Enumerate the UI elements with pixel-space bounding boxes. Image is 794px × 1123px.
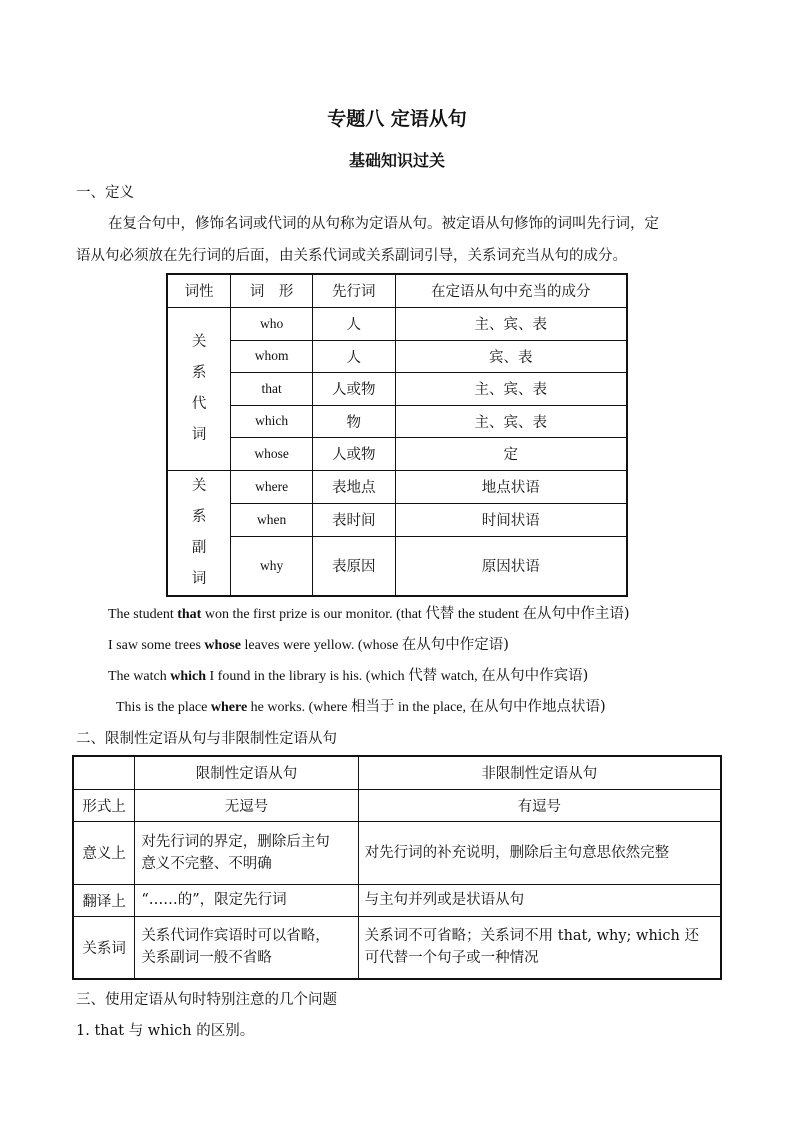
- table-row: [73, 821, 721, 884]
- role-cell: 原因状语: [395, 536, 627, 595]
- table1-header-form: 词 形: [231, 274, 313, 307]
- nonrestrictive-cell: 与主句并列或是状语从句: [358, 884, 721, 916]
- table1-header-antecedent: 先行词: [312, 274, 395, 307]
- antecedent-cell: 表时间: [312, 504, 395, 537]
- example-sentence-3: The watch which I found in the library is his. (which 代替 watch, 在从句中作宾语): [108, 668, 589, 684]
- example-sentence-1: The student that won the first prize is our monitor. (that 代替 the student 在从句中作主语): [108, 606, 630, 622]
- example-sentence-4: This is the place where he works. (where 相当于 in the place, 在从句中作地点状语): [116, 699, 606, 715]
- antecedent-cell: 物: [312, 405, 395, 437]
- word-cell: that: [231, 372, 313, 405]
- nonrestrictive-cell: 关系词不可省略；关系词不用 that, why; which 还 可代替一个句子或一种情况: [358, 916, 721, 979]
- antecedent-cell: 人或物: [312, 372, 395, 405]
- group-relative-adverb-label: 关系副词: [191, 477, 207, 587]
- section2-heading: 二、限制性定语从句与非限制性定语从句: [76, 731, 337, 747]
- table-row: [167, 437, 627, 470]
- antecedent-cell: 人: [312, 340, 395, 372]
- table-row: [167, 307, 627, 340]
- table1-header-row: [167, 274, 627, 307]
- group-relative-adverb: [167, 470, 231, 596]
- nonrestrictive-cell: 有逗号: [358, 789, 721, 821]
- table2-header-restrictive: 限制性定语从句: [135, 756, 358, 789]
- section3-item1: 1. that 与 which 的区别。: [76, 1023, 255, 1039]
- table-row: [167, 405, 627, 437]
- row-label: 关系词: [73, 916, 135, 979]
- role-cell: 宾、表: [395, 340, 627, 372]
- table2-header-nonrestrictive: 非限制性定语从句: [358, 756, 721, 789]
- restrictive-cell: “……的”，限定先行词: [135, 884, 358, 916]
- table-row: [167, 470, 627, 504]
- table-row: [73, 916, 721, 979]
- role-cell: 时间状语: [395, 504, 627, 537]
- table-row: [167, 536, 627, 595]
- table1-header-pos: 词性: [167, 274, 231, 307]
- table-row: [73, 789, 721, 821]
- row-label: 翻译上: [73, 884, 135, 916]
- table2-header-row: [73, 756, 721, 789]
- section3-heading: 三、使用定语从句时特别注意的几个问题: [76, 992, 337, 1008]
- word-cell: when: [231, 504, 313, 537]
- table-row: [167, 372, 627, 405]
- role-cell: 主、宾、表: [395, 372, 627, 405]
- section1-heading: 一、定义: [76, 185, 134, 201]
- group-relative-pronoun-label: 关系代词: [191, 333, 207, 443]
- row-label: 意义上: [73, 821, 135, 884]
- page-title: 专题八 定语从句: [327, 108, 467, 130]
- group-relative-pronoun: [167, 307, 231, 470]
- role-cell: 定: [395, 437, 627, 470]
- table-row: [167, 504, 627, 537]
- example-sentence-2: I saw some trees whose leaves were yellow. (whose 在从句中作定语): [108, 637, 509, 653]
- antecedent-cell: 表原因: [312, 536, 395, 595]
- restrictive-cell: 对先行词的界定，删除后主句 意义不完整、不明确: [135, 821, 358, 884]
- antecedent-cell: 人: [312, 307, 395, 340]
- word-cell: who: [231, 307, 313, 340]
- role-cell: 地点状语: [395, 470, 627, 504]
- restrictive-cell: 无逗号: [135, 789, 358, 821]
- table-row: [167, 340, 627, 372]
- row-label: 形式上: [73, 789, 135, 821]
- table2-header-blank: [73, 756, 135, 789]
- section1-paragraph-line1: 在复合句中，修饰名词或代词的从句称为定语从句。被定语从句修饰的词叫先行词，定: [108, 216, 659, 232]
- nonrestrictive-cell: 对先行词的补充说明，删除后主句意思依然完整: [358, 821, 721, 884]
- word-cell: where: [231, 470, 313, 504]
- antecedent-cell: 人或物: [312, 437, 395, 470]
- word-cell: which: [231, 405, 313, 437]
- role-cell: 主、宾、表: [395, 307, 627, 340]
- page-subtitle: 基础知识过关: [348, 151, 445, 170]
- role-cell: 主、宾、表: [395, 405, 627, 437]
- table1-header-role: 在定语从句中充当的成分: [395, 274, 627, 307]
- word-cell: why: [231, 536, 313, 595]
- section1-paragraph-line2: 语从句必须放在先行词的后面，由关系代词或关系副词引导，关系词充当从句的成分。: [76, 248, 627, 264]
- restrictive-cell: 关系代词作宾语时可以省略， 关系副词一般不省略: [135, 916, 358, 979]
- comparison-table: [72, 755, 722, 980]
- antecedent-cell: 表地点: [312, 470, 395, 504]
- word-cell: whose: [231, 437, 313, 470]
- relative-words-table: [166, 273, 628, 597]
- table-row: [73, 884, 721, 916]
- word-cell: whom: [231, 340, 313, 372]
